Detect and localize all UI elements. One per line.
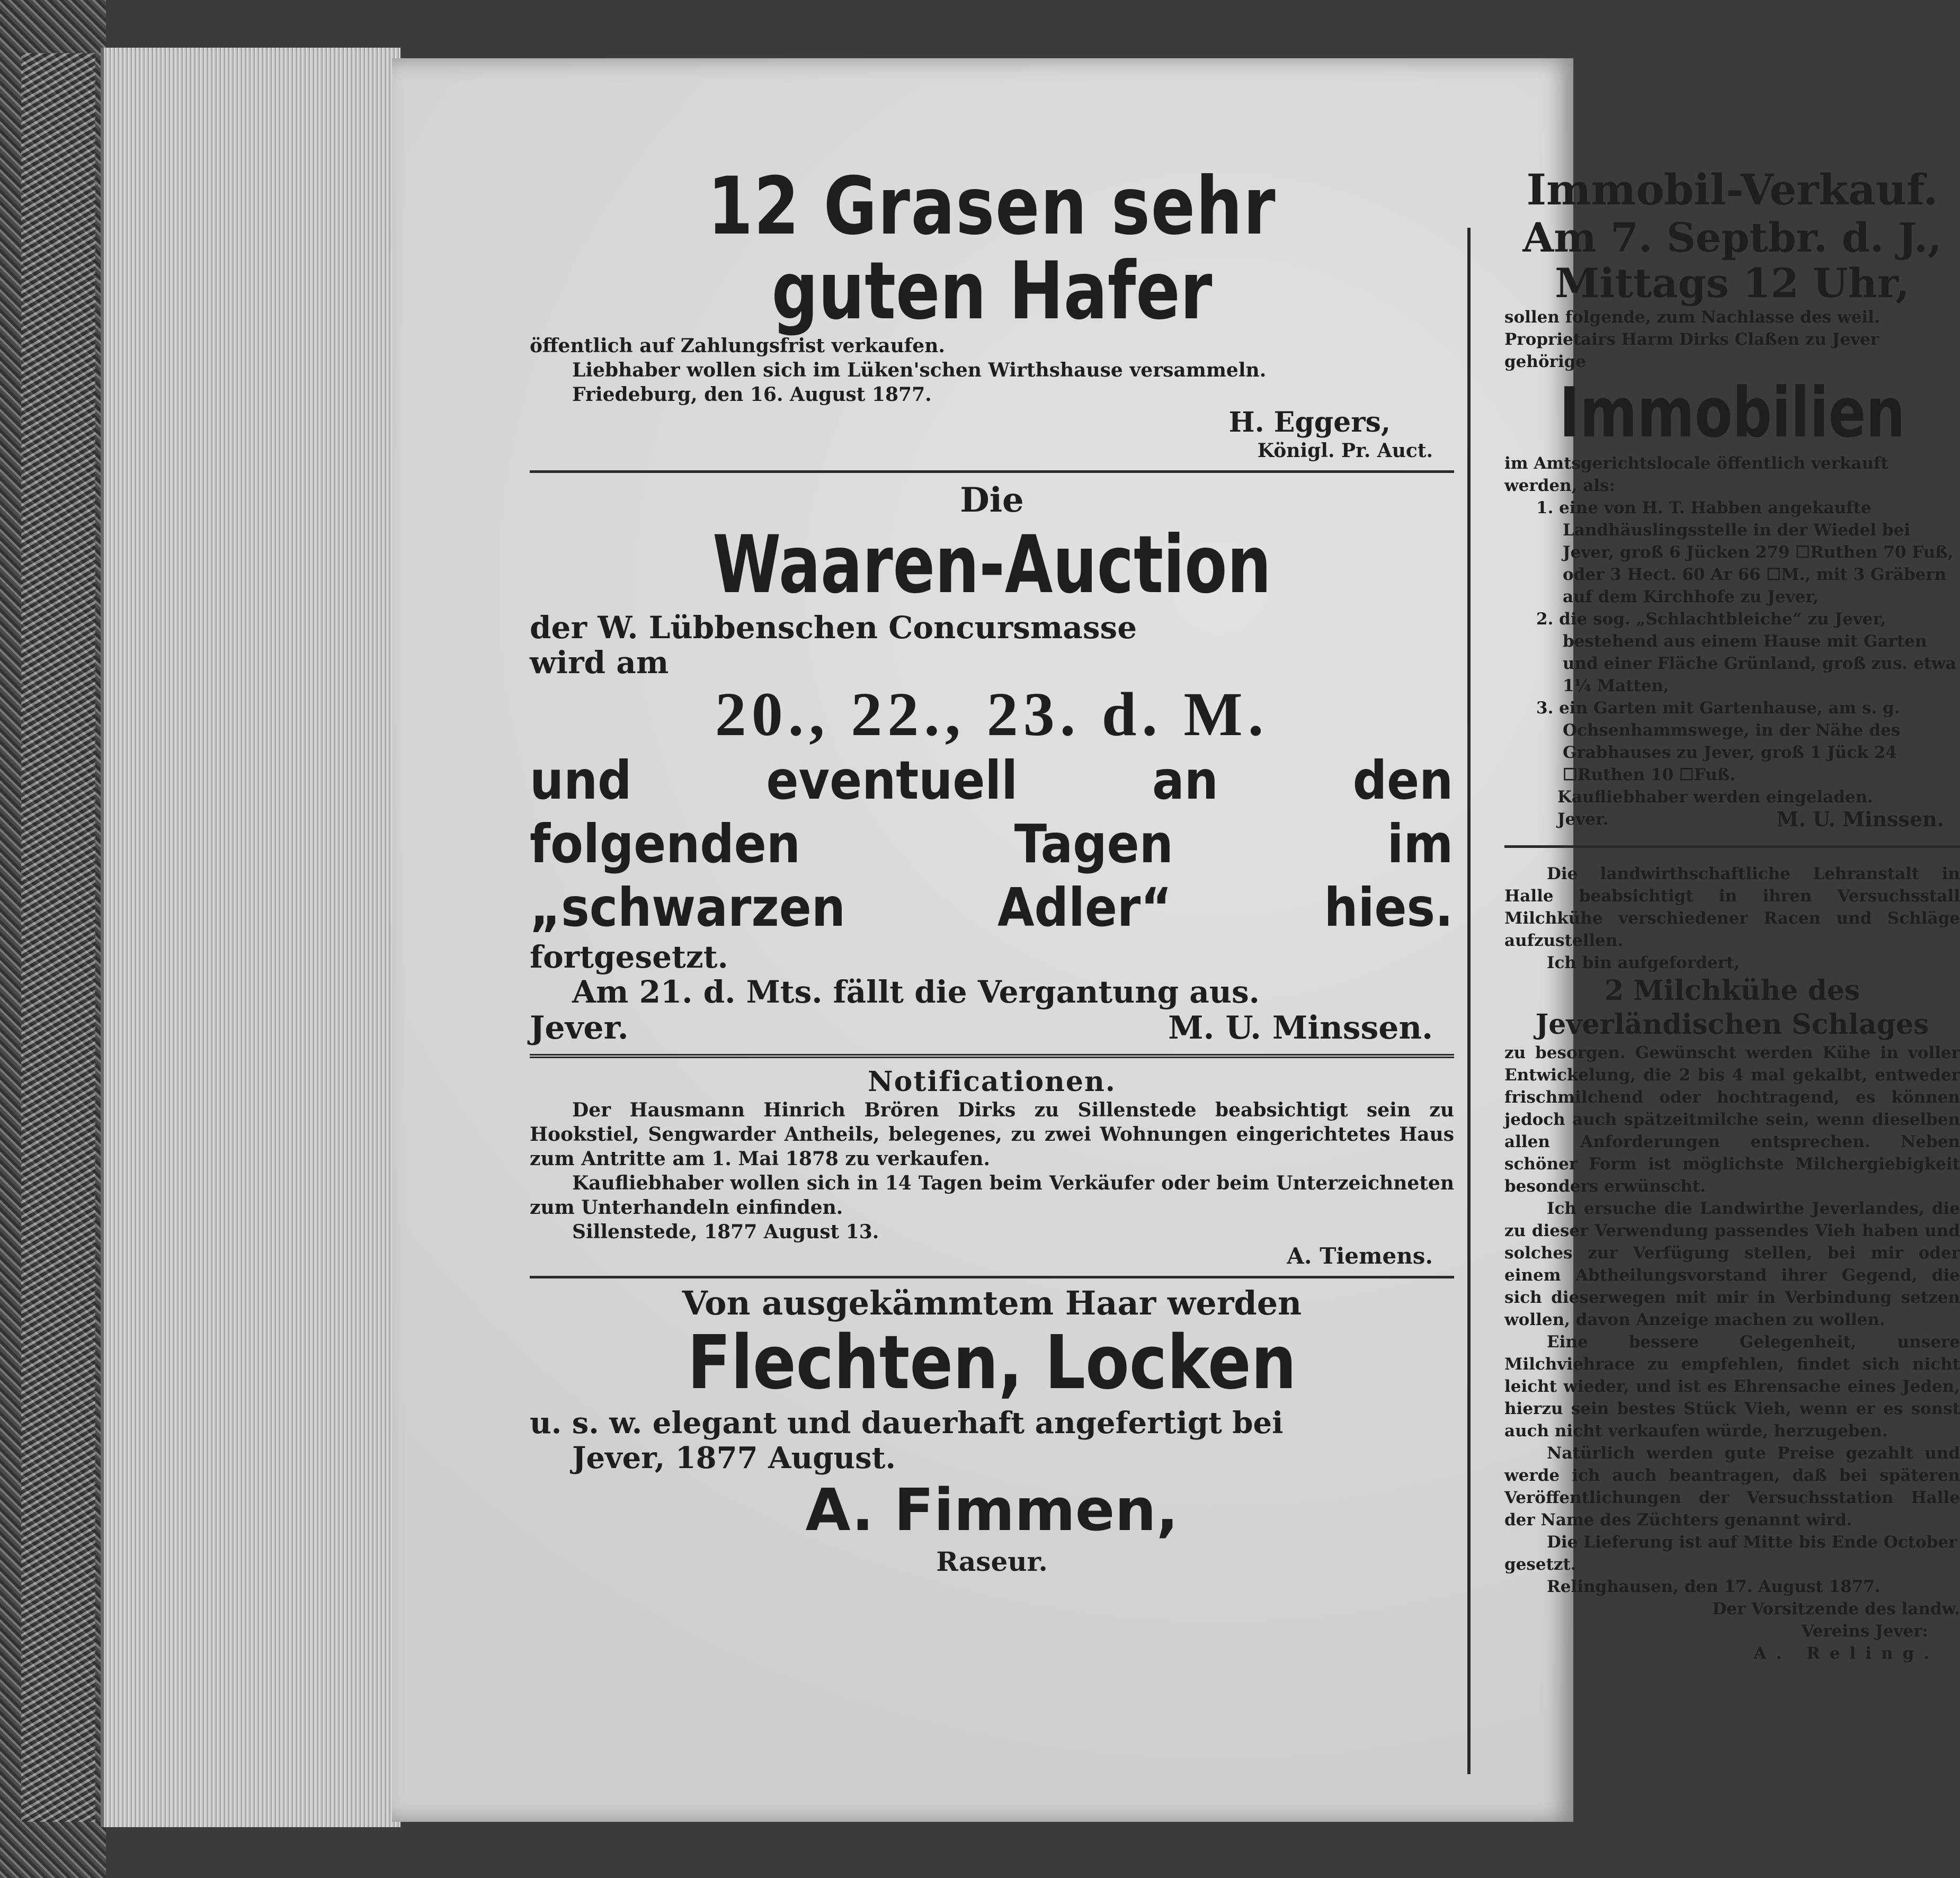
milch-head: 2 Milchkühe des Jeverländischen Schlages <box>1535 974 1929 1041</box>
auction-line-6: fortgesetzt. <box>530 939 728 975</box>
auction-die: Die <box>960 480 1024 520</box>
auction-line-1: der W. Lübbenschen Concursmasse <box>530 610 1137 646</box>
auction-footer <box>530 1009 1454 1047</box>
hafer-body-1: öffentlich auf Zahlungsfrist verkaufen. <box>530 335 945 357</box>
hair-place-date: Jever, 1877 August. <box>572 1441 896 1475</box>
column-divider <box>1467 228 1471 1774</box>
divider <box>1504 845 1960 848</box>
divider <box>530 1276 1454 1278</box>
milch-p4: Ich ersuche die Landwirthe Jeverlandes, die zu dieser Verwendung passendes Vieh haben und solches zur Verfügung stellen, bei mir oder einem Abtheilungsvorstand ihrer Gegend, die sich dieserwegen mit mir in Verbindung setzen wollen, davon Anzeige machen zu wollen. <box>1504 1199 1960 1329</box>
ad-milch <box>1504 863 1960 1665</box>
hafer-body-2: Liebhaber wollen sich im Lüken'schen Wirthshause versammeln. <box>572 359 1267 381</box>
auction-title: Waaren-Auction <box>712 519 1271 611</box>
hair-line-1: Von ausgekämmtem Haar werden <box>682 1284 1302 1322</box>
immobil-item: 1. eine von H. T. Habben angekaufte Landhäuslingsstelle in der Wiedel bei Jever, groß 6 Jücken 279 ☐Ruthen 70 Fuß, oder 3 Hect. 60 Ar 66 ☐M., mit 3 Gräbern auf dem Kirchhofe zu Jever, <box>1536 498 1954 606</box>
ad-auction <box>530 480 1454 1047</box>
immobil-item: 2. die sog. „Schlachtbleiche“ zu Jever, bestehend aus einem Hause mit Garten und einer Fläche Grünland, groß zus. etwa 1¼ Matten, <box>1536 610 1956 695</box>
notifications <box>530 1066 1454 1268</box>
divider <box>530 470 1454 473</box>
auction-line-7: Am 21. d. Mts. fällt die Vergantung aus. <box>572 974 1260 1010</box>
auction-line-5: „schwarzen Adler“ hies. <box>530 877 1454 938</box>
milch-p7: Die Lieferung ist auf Mitte bis Ende October gesetzt. <box>1504 1533 1957 1574</box>
notifications-p1: Der Hausmann Hinrich Brören Dirks zu Sillenstede beabsichtigt sein zu Hookstiel, Sengwarder Antheils, belegenes, zu zwei Wohnungen eingerichtetes Haus zum Antritte am 1. Mai 1878 zu verkaufen. <box>530 1099 1454 1170</box>
auction-line-3: und eventuell an den <box>530 749 1454 811</box>
notifications-signer: A. Tiemens. <box>1287 1243 1433 1269</box>
hair-title: Flechten, Locken <box>687 1320 1297 1406</box>
hair-line-2: u. s. w. elegant und dauerhaft angefertigt bei <box>530 1406 1284 1441</box>
ad-hair <box>530 1286 1454 1579</box>
immobil-title: Immobil-Verkauf. <box>1526 165 1938 214</box>
ad-immobil <box>1504 164 1960 830</box>
milch-signer-2: Vereins Jever: <box>1801 1622 1928 1641</box>
immobil-big: Immobilien <box>1559 372 1905 453</box>
immobil-intro-2: im Amtsgerichtslocale öffentlich verkauft werden, als: <box>1504 454 1888 495</box>
newspaper-page <box>392 58 1960 1822</box>
immobil-place: Jever. <box>1557 810 1609 829</box>
milch-p6: Natürlich werden gute Preise gezahlt und werde ich auch beantragen, daß bei späteren Veröffentlichungen der Versuchsstation Halle der Name des Züchters genannt wird. <box>1504 1444 1960 1530</box>
auction-line-4: folgenden Tagen im <box>530 813 1454 875</box>
hafer-signer-title: Königl. Pr. Auct. <box>1257 440 1433 462</box>
immobil-footer <box>1504 808 1960 830</box>
hafer-place-date: Friedeburg, den 16. August 1877. <box>572 383 932 406</box>
book-cover <box>0 0 106 1878</box>
hafer-headline-2: guten Hafer <box>771 245 1213 337</box>
immobil-date-1: Am 7. Septbr. d. J., <box>1522 214 1942 261</box>
ad-hafer <box>530 160 1454 463</box>
page-edges <box>101 48 400 1827</box>
milch-place-date: Relinghausen, den 17. August 1877. <box>1547 1577 1881 1596</box>
immobil-item: 3. ein Garten mit Gartenhause, am s. g. Ochsenhammswege, in der Nähe des Grabhauses zu Jever, groß 1 Jück 24 ☐Ruthen 10 ☐Fuß. <box>1536 699 1901 784</box>
hair-role: Raseur. <box>936 1546 1048 1577</box>
milch-p3: zu besorgen. Gewünscht werden Kühe in voller Entwickelung, die 2 bis 4 mal gekalbt, entweder frischmilchend oder hochtragend, es können jedoch auch spätzeitmilche sein, wenn dieselben allen Anforderungen entsprechen. Neben schöner Form ist möglichste Milchergiebigkeit besonders erwünscht. <box>1504 1043 1960 1196</box>
milch-signer-3: A. Reling. <box>1753 1644 1939 1663</box>
hafer-headline-1: 12 Grasen sehr <box>707 160 1277 253</box>
immobil-date-2: Mittags 12 Uhr, <box>1555 260 1910 307</box>
auction-signer: M. U. Minssen. <box>1168 1009 1433 1047</box>
milch-p5: Eine bessere Gelegenheit, unsere Milchviehrace zu empfehlen, findet sich nicht leicht wieder, und ist es Ehrensache eines Jeden, hierzu sein bestes Stück Vieh, wenn er es sonst auch nicht verkaufen würde, herzugeben. <box>1504 1333 1960 1441</box>
notifications-p2: Kaufliebhaber wollen sich in 14 Tagen beim Verkäufer oder beim Unterzeichneten zum Unterhandeln einfinden. <box>530 1172 1454 1219</box>
hair-name: A. Fimmen, <box>805 1476 1179 1544</box>
milch-p1: Die landwirthschaftliche Lehranstalt in Halle beabsichtigt in ihren Versuchsstall Milchkühe verschiedener Racen und Schläge aufzustellen. <box>1504 864 1960 950</box>
auction-line-2: wird am <box>530 645 669 681</box>
notifications-place-date: Sillenstede, 1877 August 13. <box>572 1221 879 1243</box>
left-column <box>530 160 1454 1790</box>
immobil-closing: Kaufliebhaber werden eingeladen. <box>1557 788 1873 807</box>
milch-p2: Ich bin aufgefordert, <box>1547 953 1740 972</box>
notifications-heading: Notificationen. <box>868 1066 1116 1098</box>
right-column <box>1504 164 1960 1790</box>
auction-place: Jever. <box>530 1009 629 1047</box>
immobil-signer: M. U. Minssen. <box>1776 807 1944 831</box>
divider <box>530 1054 1454 1058</box>
immobil-intro: sollen folgende, zum Nachlasse des weil. Proprietairs Harm Dirks Claßen zu Jever gehörige <box>1504 308 1880 371</box>
auction-dates: 20., 22., 23. d. M. <box>715 679 1269 749</box>
hafer-signer: H. Eggers, <box>1228 406 1391 439</box>
milch-signer-1: Der Vorsitzende des landw. <box>1712 1599 1960 1618</box>
